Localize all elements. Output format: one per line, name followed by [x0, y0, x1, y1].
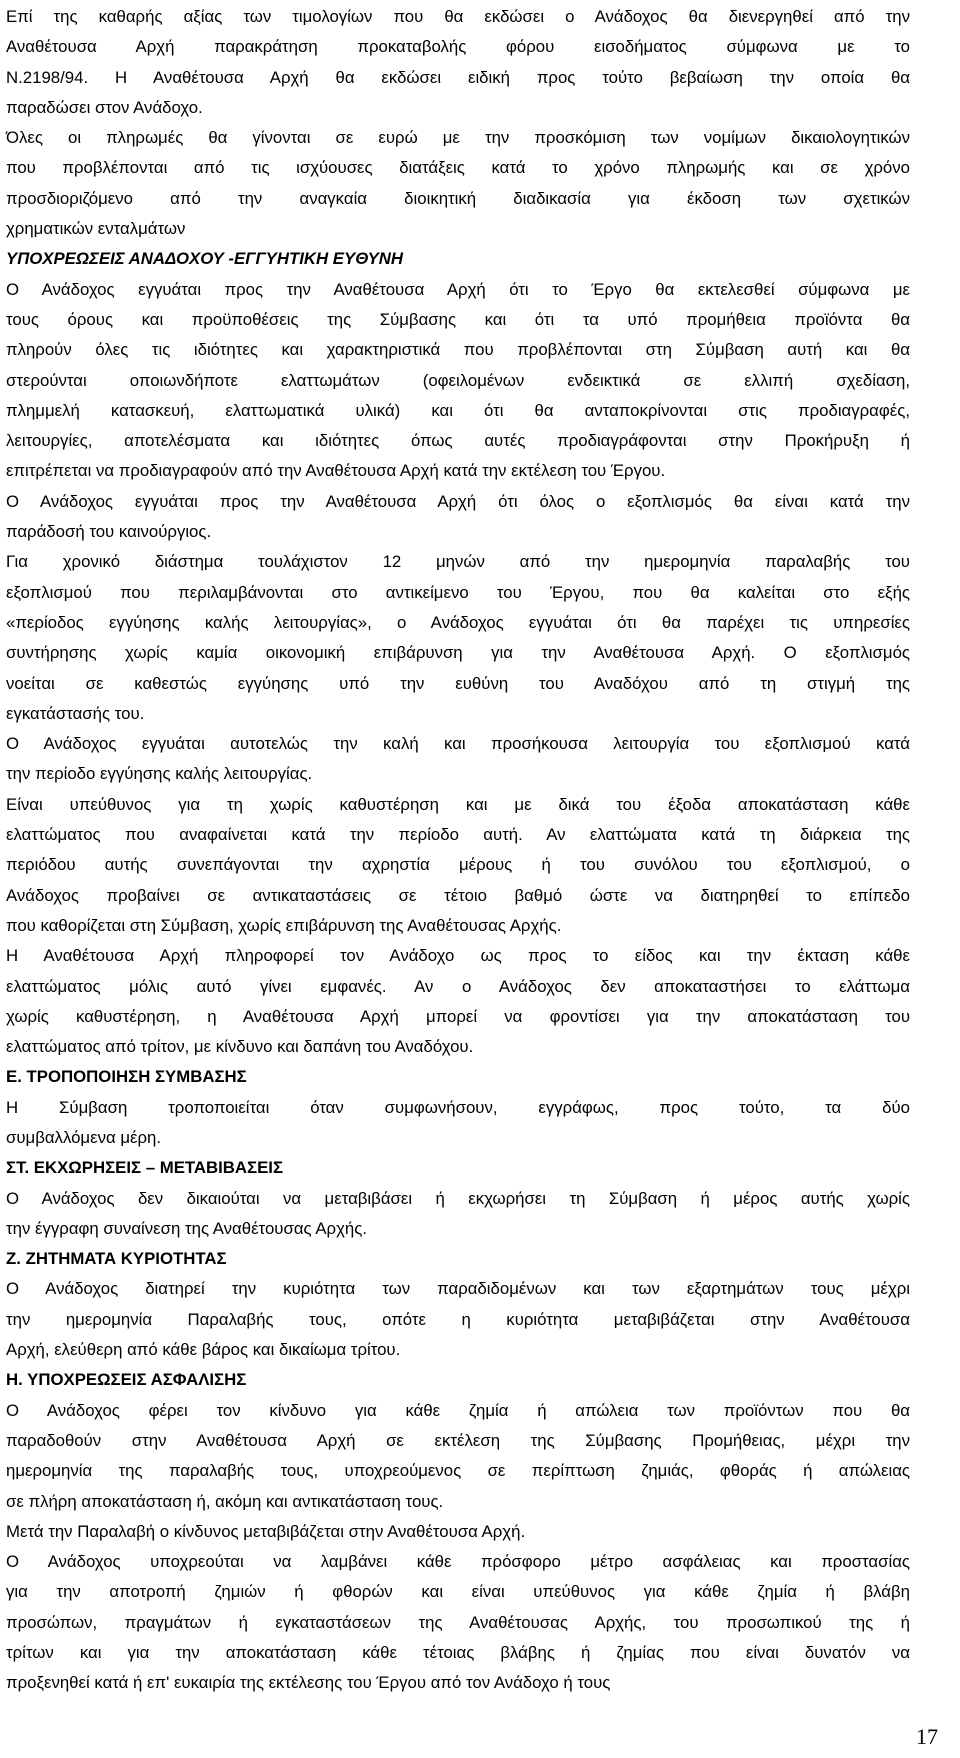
- text-line: συμβαλλόμενα μέρη.: [6, 1127, 162, 1147]
- text-line: εξοπλισμού που περιλαμβάνονται στο αντικείμενο του Έργου, που θα καλείται στο εξής: [6, 582, 910, 602]
- paragraph: [6, 729, 910, 790]
- text-line: εγκατάστασής του.: [6, 703, 145, 723]
- text-line: σε πλήρη αποκατάσταση ή, ακόμη και αντικατάσταση τους.: [6, 1491, 444, 1511]
- section-heading: [6, 1062, 910, 1092]
- paragraph: [6, 1184, 910, 1245]
- text-line: Όλες οι πληρωμές θα γίνονται σε ευρώ με την προσκόμιση των νομίμων δικαιολογητικών: [6, 128, 910, 148]
- paragraph: [6, 547, 910, 729]
- text-line: Ο Ανάδοχος διατηρεί την κυριότητα των παραδιδομένων και των εξαρτημάτων τους μέχρι: [6, 1279, 910, 1299]
- paragraph: [6, 1396, 910, 1517]
- text-line: Είναι υπεύθυνος για τη χωρίς καθυστέρηση και με δικά του έξοδα αποκατάσταση κάθε: [6, 794, 910, 814]
- paragraph: [6, 790, 910, 941]
- text-line: Ο Ανάδοχος υποχρεούται να λαμβάνει κάθε πρόσφορο μέτρο ασφάλειας και προστασίας: [6, 1552, 910, 1572]
- text-line: που καθορίζεται στη Σύμβαση, χωρίς επιβάρυνση της Αναθέτουσας Αρχής.: [6, 915, 562, 935]
- text-line: πληρούν όλες τις ιδιότητες και χαρακτηριστικά που προβλέπονται στη Σύμβαση αυτή και θα: [6, 340, 910, 360]
- text-line: επιτρέπεται να προδιαγραφούν από την Αναθέτουσα Αρχή κατά την εκτέλεση του Έργου.: [6, 461, 666, 481]
- section-heading: [6, 244, 910, 274]
- text-line: την περίοδο εγγύησης καλής λειτουργίας.: [6, 764, 313, 784]
- text-line: χρηματικών ενταλμάτων: [6, 219, 186, 239]
- text-line: Αναθέτουσα Αρχή παρακράτηση προκαταβολής φόρου εισοδήματος σύμφωνα με το: [6, 37, 910, 57]
- text-line: παράδοσή του καινούργιος.: [6, 522, 212, 542]
- text-line: Αρχή, ελεύθερη από κάθε βάρος και δικαίωμα τρίτου.: [6, 1340, 401, 1360]
- text-line: ελαττώματος που αναφαίνεται κατά την περίοδο αυτή. Αν ελαττώματα κατά τη διάρκεια της: [6, 825, 910, 845]
- text-line: Ε. ΤΡΟΠΟΠΟΙΗΣΗ ΣΥΜΒΑΣΗΣ: [6, 1067, 247, 1087]
- page-number: 17: [916, 1723, 938, 1749]
- text-line: Μετά την Παραλαβή ο κίνδυνος μεταβιβάζεται στην Αναθέτουσα Αρχή.: [6, 1521, 526, 1541]
- text-line: πλημμελή κατασκευή, ελαττωματικά υλικά) και ότι θα ανταποκρίνονται στις προδιαγραφές,: [6, 400, 910, 420]
- text-line: Η. ΥΠΟΧΡΕΩΣΕΙΣ ΑΣΦΑΛΙΣΗΣ: [6, 1370, 247, 1390]
- section-heading: [6, 1365, 910, 1395]
- text-line: προσώπων, πραγμάτων ή εγκαταστάσεων της Αναθέτουσας Αρχής, του προσωπικού της ή: [6, 1612, 910, 1632]
- text-line: Ο Ανάδοχος εγγυάται αυτοτελώς την καλή και προσήκουσα λειτουργία του εξοπλισμού κατά: [6, 734, 910, 754]
- text-line: τρίτων και για την αποκατάσταση κάθε τέτοιας βλάβης ή ζημίας που είναι δυνατόν να: [6, 1643, 910, 1663]
- text-line: προξενηθεί κατά ή επ' ευκαιρία της εκτέλεσης του Έργου από τον Ανάδοχο ή τους: [6, 1673, 611, 1693]
- text-line: Ανάδοχος προβαίνει σε αντικαταστάσεις σε τέτοιο βαθμό ώστε να διατηρηθεί το επίπεδο: [6, 885, 910, 905]
- text-line: τους όρους και προϋποθέσεις της Σύμβασης και ότι τα υπό προμήθεια προϊόντα θα: [6, 309, 910, 329]
- text-line: Ο Ανάδοχος δεν δικαιούται να μεταβιβάσει ή εκχωρήσει τη Σύμβαση ή μέρος αυτής χωρίς: [6, 1188, 910, 1208]
- text-line: περιόδου αυτής συνεπάγονται την αχρηστία μέρους ή του συνόλου του εξοπλισμού, ο: [6, 855, 910, 875]
- text-line: Ο Ανάδοχος εγγυάται προς την Αναθέτουσα Αρχή ότι το Έργο θα εκτελεσθεί σύμφωνα με: [6, 279, 910, 299]
- paragraph: [6, 941, 910, 1062]
- paragraph: [6, 487, 910, 548]
- text-line: συντήρησης χωρίς καμία οικονομική επιβάρυνση για την Αναθέτουσα Αρχή. Ο εξοπλισμός: [6, 643, 910, 663]
- text-line: στερούνται οποιωνδήποτε ελαττωμάτων (οφειλομένων ενδεικτικά σε ελλιπή σχεδίαση,: [6, 370, 910, 390]
- text-line: ελαττώματος μόλις αυτό γίνει εμφανές. Αν ο Ανάδοχος δεν αποκαταστήσει το ελάττωμα: [6, 976, 910, 996]
- text-line: την ημερομηνία Παραλαβής τους, οπότε η κυριότητα μεταβιβάζεται στην Αναθέτουσα: [6, 1309, 910, 1329]
- text-line: ημερομηνία της παραλαβής τους, υποχρεούμενος σε περίπτωση ζημιάς, φθοράς ή απώλειας: [6, 1461, 910, 1481]
- section-heading: [6, 1153, 910, 1183]
- paragraph: [6, 275, 910, 487]
- text-line: παραδώσει στον Ανάδοχο.: [6, 97, 203, 117]
- text-line: Ζ. ΖΗΤΗΜΑΤΑ ΚΥΡΙΟΤΗΤΑΣ: [6, 1249, 227, 1269]
- text-line: παραδοθούν στην Αναθέτουσα Αρχή σε εκτέλεση της Σύμβασης Προμήθειας, μέχρι την: [6, 1430, 910, 1450]
- paragraph: [6, 1547, 910, 1698]
- paragraph: [6, 1517, 910, 1547]
- document-body: [6, 2, 910, 1699]
- text-line: χωρίς καθυστέρηση, η Αναθέτουσα Αρχή μπορεί να φροντίσει για την αποκατάσταση του: [6, 1006, 910, 1026]
- section-heading: [6, 1244, 910, 1274]
- text-line: την έγγραφη συναίνεση της Αναθέτουσας Αρχής.: [6, 1218, 367, 1238]
- text-line: «περίοδος εγγύησης καλής λειτουργίας», ο Ανάδοχος εγγυάται ότι θα παρέχει τις υπηρεσίες: [6, 612, 910, 632]
- text-line: Ο Ανάδοχος εγγυάται προς την Αναθέτουσα Αρχή ότι όλος ο εξοπλισμός θα είναι κατά την: [6, 491, 910, 511]
- text-line: για την αποτροπή ζημιών ή φθορών και είναι υπεύθυνος για κάθε ζημία ή βλάβη: [6, 1582, 910, 1602]
- text-line: Ν.2198/94. Η Αναθέτουσα Αρχή θα εκδώσει ειδική προς τούτο βεβαίωση την οποία θα: [6, 67, 910, 87]
- text-line: νοείται σε καθεστώς εγγύησης υπό την ευθύνη του Αναδόχου από τη στιγμή της: [6, 673, 910, 693]
- paragraph: [6, 2, 910, 123]
- text-line: Ο Ανάδοχος φέρει τον κίνδυνο για κάθε ζημία ή απώλεια των προϊόντων που θα: [6, 1400, 910, 1420]
- text-line: Η Σύμβαση τροποποιείται όταν συμφωνήσουν, εγγράφως, προς τούτο, τα δύο: [6, 1097, 910, 1117]
- text-line: που προβλέπονται από τις ισχύουσες διατάξεις κατά το χρόνο πληρωμής και σε χρόνο: [6, 158, 910, 178]
- text-line: ΣΤ. ΕΚΧΩΡΗΣΕΙΣ – ΜΕΤΑΒΙΒΑΣΕΙΣ: [6, 1158, 284, 1178]
- text-line: Επί της καθαρής αξίας των τιμολογίων που θα εκδώσει ο Ανάδοχος θα διενεργηθεί από την: [6, 7, 910, 26]
- text-line: ΥΠΟΧΡΕΩΣΕΙΣ ΑΝΑΔΟΧΟΥ -ΕΓΓΥΗΤΙΚΗ ΕΥΘΥΝΗ: [6, 249, 404, 269]
- text-line: λειτουργίες, αποτελέσματα και ιδιότητες όπως αυτές προδιαγράφονται στην Προκήρυξη ή: [6, 431, 910, 451]
- paragraph: [6, 123, 910, 244]
- text-line: Για χρονικό διάστημα τουλάχιστον 12 μηνών από την ημερομηνία παραλαβής του: [6, 552, 910, 572]
- text-line: Η Αναθέτουσα Αρχή πληροφορεί τον Ανάδοχο ως προς το είδος και την έκταση κάθε: [6, 946, 910, 966]
- text-line: ελαττώματος από τρίτον, με κίνδυνο και δαπάνη του Αναδόχου.: [6, 1037, 474, 1057]
- text-line: προσδιοριζόμενο από την αναγκαία διοικητική διαδικασία για έκδοση των σχετικών: [6, 188, 910, 208]
- paragraph: [6, 1274, 910, 1365]
- paragraph: [6, 1093, 910, 1154]
